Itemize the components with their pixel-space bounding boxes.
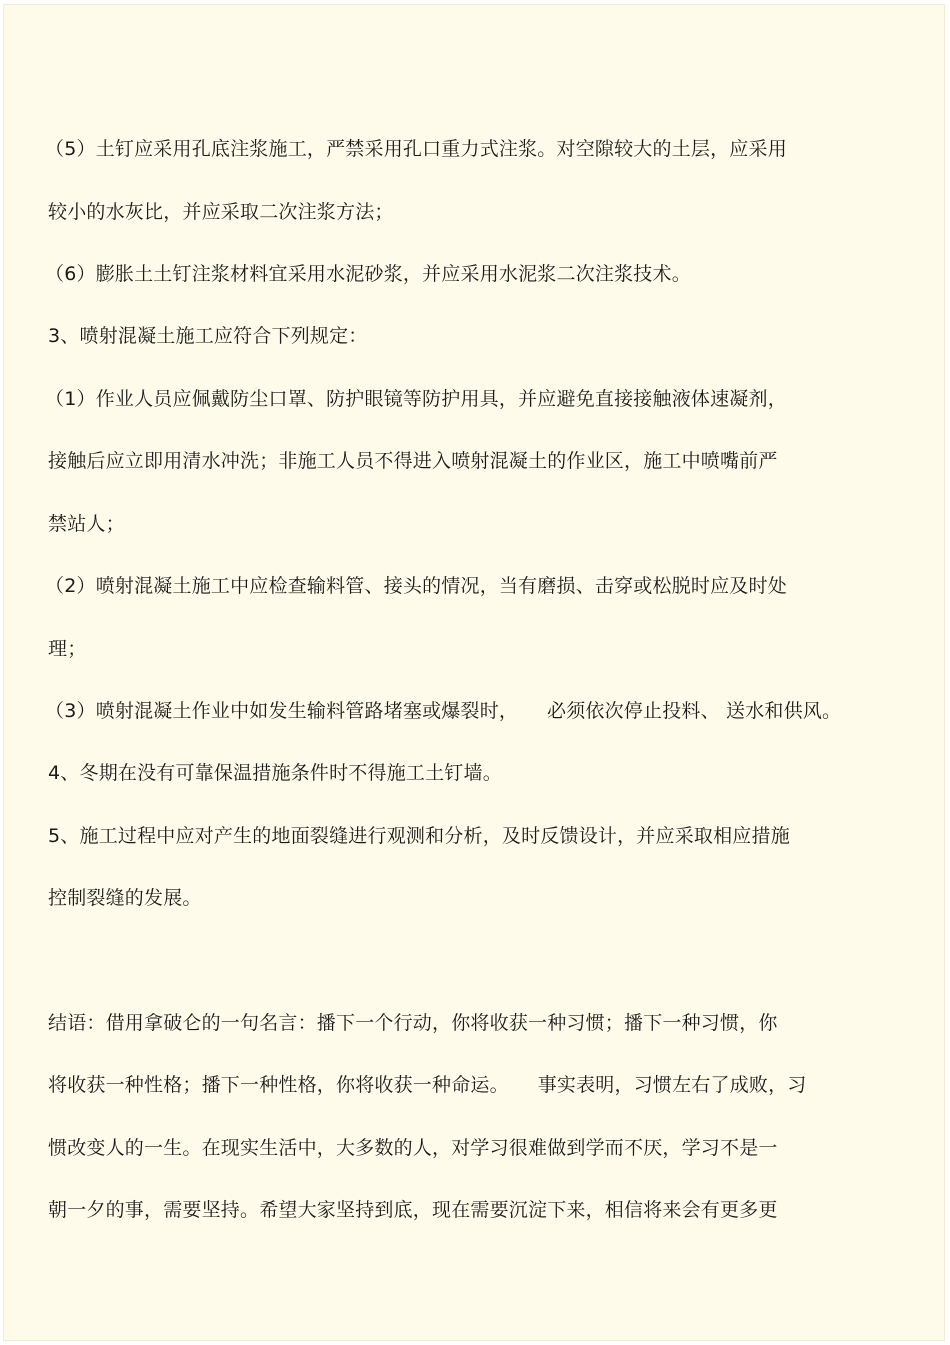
- conclusion-line: 将收获一种性格；播下一种性格，你将收获一种命运。 事实表明，习惯左右了成败，习: [48, 1074, 807, 1096]
- paragraph-line: 禁站人；: [48, 513, 125, 535]
- conclusion-line: 结语：借用拿破仑的一句名言：播下一个行动，你将收获一种习惯；播下一种习惯，你: [48, 1012, 778, 1034]
- paragraph-line: （3）喷射混凝土作业中如发生输料管路堵塞或爆裂时， 必须依次停止投料、 送水和供风。: [45, 700, 842, 722]
- conclusion-line: 朝一夕的事，需要坚持。希望大家坚持到底，现在需要沉淀下来，相信将来会有更多更: [48, 1199, 778, 1221]
- conclusion-line: 惯改变人的一生。在现实生活中，大多数的人，对学习很难做到学而不厌，学习不是一: [48, 1137, 778, 1159]
- paragraph-line: （5）土钉应采用孔底注浆施工，严禁采用孔口重力式注浆。对空隙较大的土层，应采用: [45, 138, 787, 160]
- paragraph-line: （1）作业人员应佩戴防尘口罩、防护眼镜等防护用具，并应避免直接接触液体速凝剂，: [45, 388, 787, 410]
- paragraph-line: 较小的水灰比，并应采取二次注浆方法；: [48, 201, 394, 223]
- paragraph-line: 接触后应立即用清水冲洗；非施工人员不得进入喷射混凝土的作业区，施工中喷嘴前严: [48, 450, 778, 472]
- paragraph-line: 控制裂缝的发展。: [48, 887, 202, 909]
- paragraph-line: （6）膨胀土土钉注浆材料宜采用水泥砂浆，并应采用水泥浆二次注浆技术。: [45, 263, 691, 285]
- paragraph-line: 理；: [48, 638, 87, 660]
- paragraph-line: 3、喷射混凝土施工应符合下列规定：: [48, 325, 368, 347]
- paragraph-line: 4、冬期在没有可靠保温措施条件时不得施工土钉墙。: [48, 762, 502, 784]
- document-page: [3, 4, 945, 1341]
- paragraph-line: 5、施工过程中应对产生的地面裂缝进行观测和分析，及时反馈设计，并应采取相应措施: [48, 825, 790, 847]
- paragraph-line: （2）喷射混凝土施工中应检查输料管、接头的情况，当有磨损、击穿或松脱时应及时处: [45, 575, 787, 597]
